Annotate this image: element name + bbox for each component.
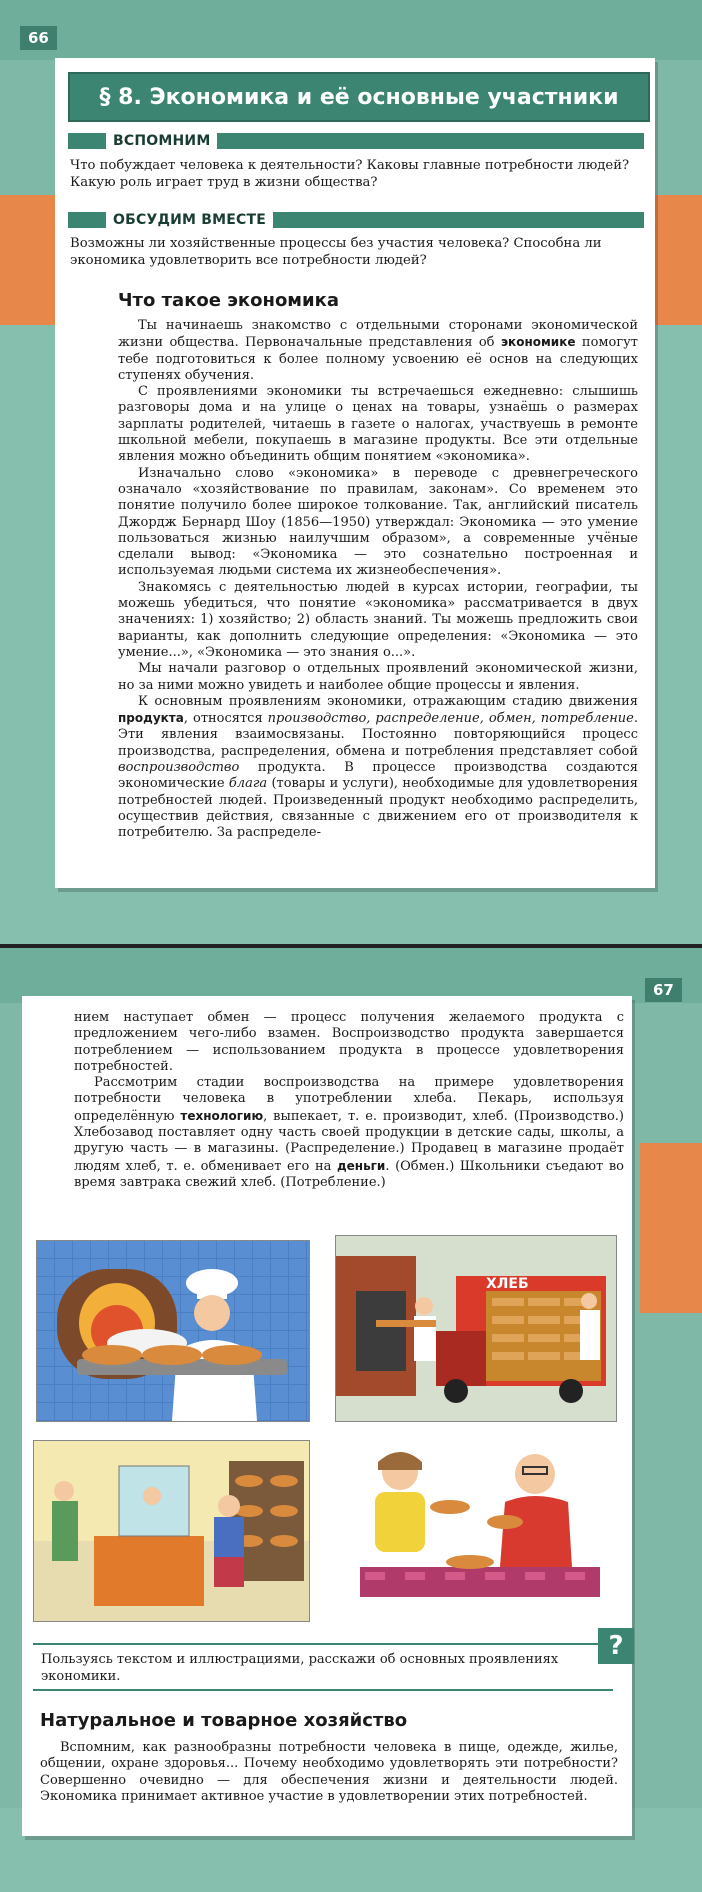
text-run: , относятся	[183, 711, 268, 727]
tag-fill-bar	[273, 212, 644, 228]
text-run: . (Обмен.) Школьники съедают во время завтрака свежий хлеб. (Потребление.)	[74, 1158, 624, 1190]
text-run: Рассмотрим стадии воспроизводства на примере удовлетворения потребности человека в употреблении хлеба. Пекарь, используя определённую	[74, 1075, 624, 1124]
tag-fill-bar	[217, 133, 644, 149]
truck-sign: ХЛЕБ	[486, 1276, 529, 1292]
truck-scene	[336, 1236, 616, 1421]
counter	[94, 1536, 204, 1606]
question-box: Пользуясь текстом и иллюстрациями, расскажи об основных проявлениях экономики.	[33, 1643, 613, 1691]
page-number: 67	[645, 978, 682, 1002]
text-run: (товары и услуги), необходимые для удовлетворения потребностей людей. Произведенный продукт необходимо распределить, осуществив действия, связанные с движением его от производителя к потребителю. За распределе-	[118, 776, 639, 841]
body-text-page-66	[118, 318, 638, 842]
discuss-questions: Возможны ли хозяйственные процессы без участия человека? Способна ли экономика удовлетворить все потребности людей?	[70, 236, 602, 268]
breakfast-scene	[340, 1432, 610, 1622]
term-stages: производство, распределение, обмен, потребление	[267, 711, 634, 727]
recall-label: ВСПОМНИМ	[113, 133, 211, 149]
body-text-page-67-bottom	[40, 1740, 618, 1805]
text-run: продукта. В процессе производства создаются экономические	[118, 760, 638, 792]
recall-questions: Что побуждает человека к деятельности? Каковы главные потребности людей? Какую роль играет труд в жизни общества?	[70, 158, 630, 190]
paragraph: Мы начали разговор о отдельных проявлений экономической жизни, но за ними можно увидеть и наиболее общие процессы и явления.	[118, 661, 638, 693]
paragraph: нием наступает обмен — процесс получения желаемого продукта с предложением чего-либо взамен. Воспроизводство продукта завершается потреблением — использованием продукта в процессе удовлетворения потребностей.	[74, 1010, 624, 1074]
text-run: . Эти явления взаимосвязаны. Постоянно повторяющийся процесс производства, распределения, обмена и потребления представляет собой	[118, 711, 639, 759]
discuss-header	[68, 211, 644, 229]
page-number: 66	[20, 26, 57, 50]
baker-illustration	[36, 1240, 310, 1422]
section-heading-2: Натуральное и товарное хозяйство	[40, 1710, 408, 1731]
bread	[487, 1515, 523, 1529]
chapter-title: § 8. Экономика и её основные участники	[68, 72, 650, 122]
bread	[446, 1555, 494, 1569]
paragraph: Вспомним, как разнообразны потребности человека в пище, одежде, жилье, общении, охране здоровья... Почему необходимо удовлетворять эти потребности? Совершенно очевидно — для обеспечения жизни и деятельности людей. Экономика принимает активное участие в удовлетворении этих потребностей.	[40, 1740, 618, 1804]
doorway	[356, 1291, 406, 1371]
text-run: Ты начинаешь знакомство с отдельными сторонами экономической жизни общества. Первоначальные представления об	[118, 318, 638, 351]
tag-lead-bar	[68, 133, 106, 149]
child	[214, 1517, 244, 1557]
boy	[375, 1492, 425, 1552]
text-run: , выпекает, т. е. производит, хлеб. (Производство.) Хлебозавод поставляет одну часть своей продукции в детские сады, школы, а другую часть — в магазины. (Распределение.) Продавец в магазине продаёт людям хлеб, т. е. обменивает его на	[74, 1108, 624, 1174]
bread	[82, 1345, 142, 1365]
shop-scene	[34, 1441, 309, 1621]
term-economy: экономике	[500, 335, 576, 350]
term-reproduction: воспроизводство	[118, 760, 240, 776]
discuss-label: ОБСУДИМ ВМЕСТЕ	[113, 212, 266, 228]
baker-scene	[37, 1241, 309, 1421]
breakfast-illustration	[340, 1432, 610, 1622]
baker-face	[194, 1295, 230, 1331]
bread	[430, 1500, 470, 1514]
truck-illustration	[335, 1235, 617, 1422]
customer	[52, 1501, 78, 1561]
bread	[142, 1345, 202, 1365]
paragraph	[118, 318, 638, 384]
section-heading: Что такое экономика	[118, 290, 339, 311]
term-product: продукта	[118, 711, 184, 726]
top-teal-band	[0, 948, 702, 1003]
orange-band	[640, 1143, 702, 1313]
top-teal-band	[0, 0, 702, 60]
tag-lead-bar	[68, 212, 106, 228]
bread-tray	[376, 1320, 436, 1327]
body-text-page-67	[74, 1010, 624, 1191]
paragraph: С проявлениями экономики ты встречаешься ежедневно: слышишь разговоры дома и на улице о ценах на товары, узнаёшь о размерах зарплаты родителей, читаешь в газете о налогах, участвуешь в ремонте школьной мебели, покупаешь в магазине продукты. Все эти отдельные явления можно объединить общим понятием «экономика».	[118, 384, 638, 465]
shop-illustration	[33, 1440, 310, 1622]
term-technology: технологию	[180, 1108, 264, 1123]
paragraph: Знакомясь с деятельностью людей в курсах истории, географии, ты можешь убедиться, что понятие «экономика» рассматривается в двух значениях: 1) хозяйство; 2) область знаний. Ты можешь предложить свои варианты, как дополнить следующие определения: «Экономика — это умение...», «Экономика — это знания о...».	[118, 579, 638, 660]
man	[500, 1496, 572, 1567]
paragraph: Изначально слово «экономика» в переводе с древнегреческого означало «хозяйствование по правилам, законам». Со временем это понятие получило более широкое толкование. Так, английский писатель Джордж Бернард Шоу (1856—1950) утверждал: Экономика — это умение пользоваться жизнью наилучшим образом», а современные учёные сделали вывод: «Экономика — это сознательно построенная и используемая людьми система их жизнеобеспечения».	[118, 465, 638, 579]
term-money: деньги	[336, 1158, 386, 1173]
bread	[202, 1345, 262, 1365]
question-mark-icon: ?	[598, 1628, 634, 1664]
paragraph	[118, 694, 638, 842]
table	[360, 1567, 600, 1597]
term-goods: блага	[228, 776, 268, 792]
worker	[580, 1310, 600, 1360]
text-run: помогут тебе подготовиться к более полному усвоению её основ на следующих ступенях обучения.	[118, 335, 638, 383]
truck-cab	[436, 1331, 486, 1386]
recall-header	[68, 132, 644, 150]
text-run: К основным проявлениям экономики, отражающим стадию движения	[138, 693, 638, 709]
paragraph	[74, 1075, 624, 1191]
